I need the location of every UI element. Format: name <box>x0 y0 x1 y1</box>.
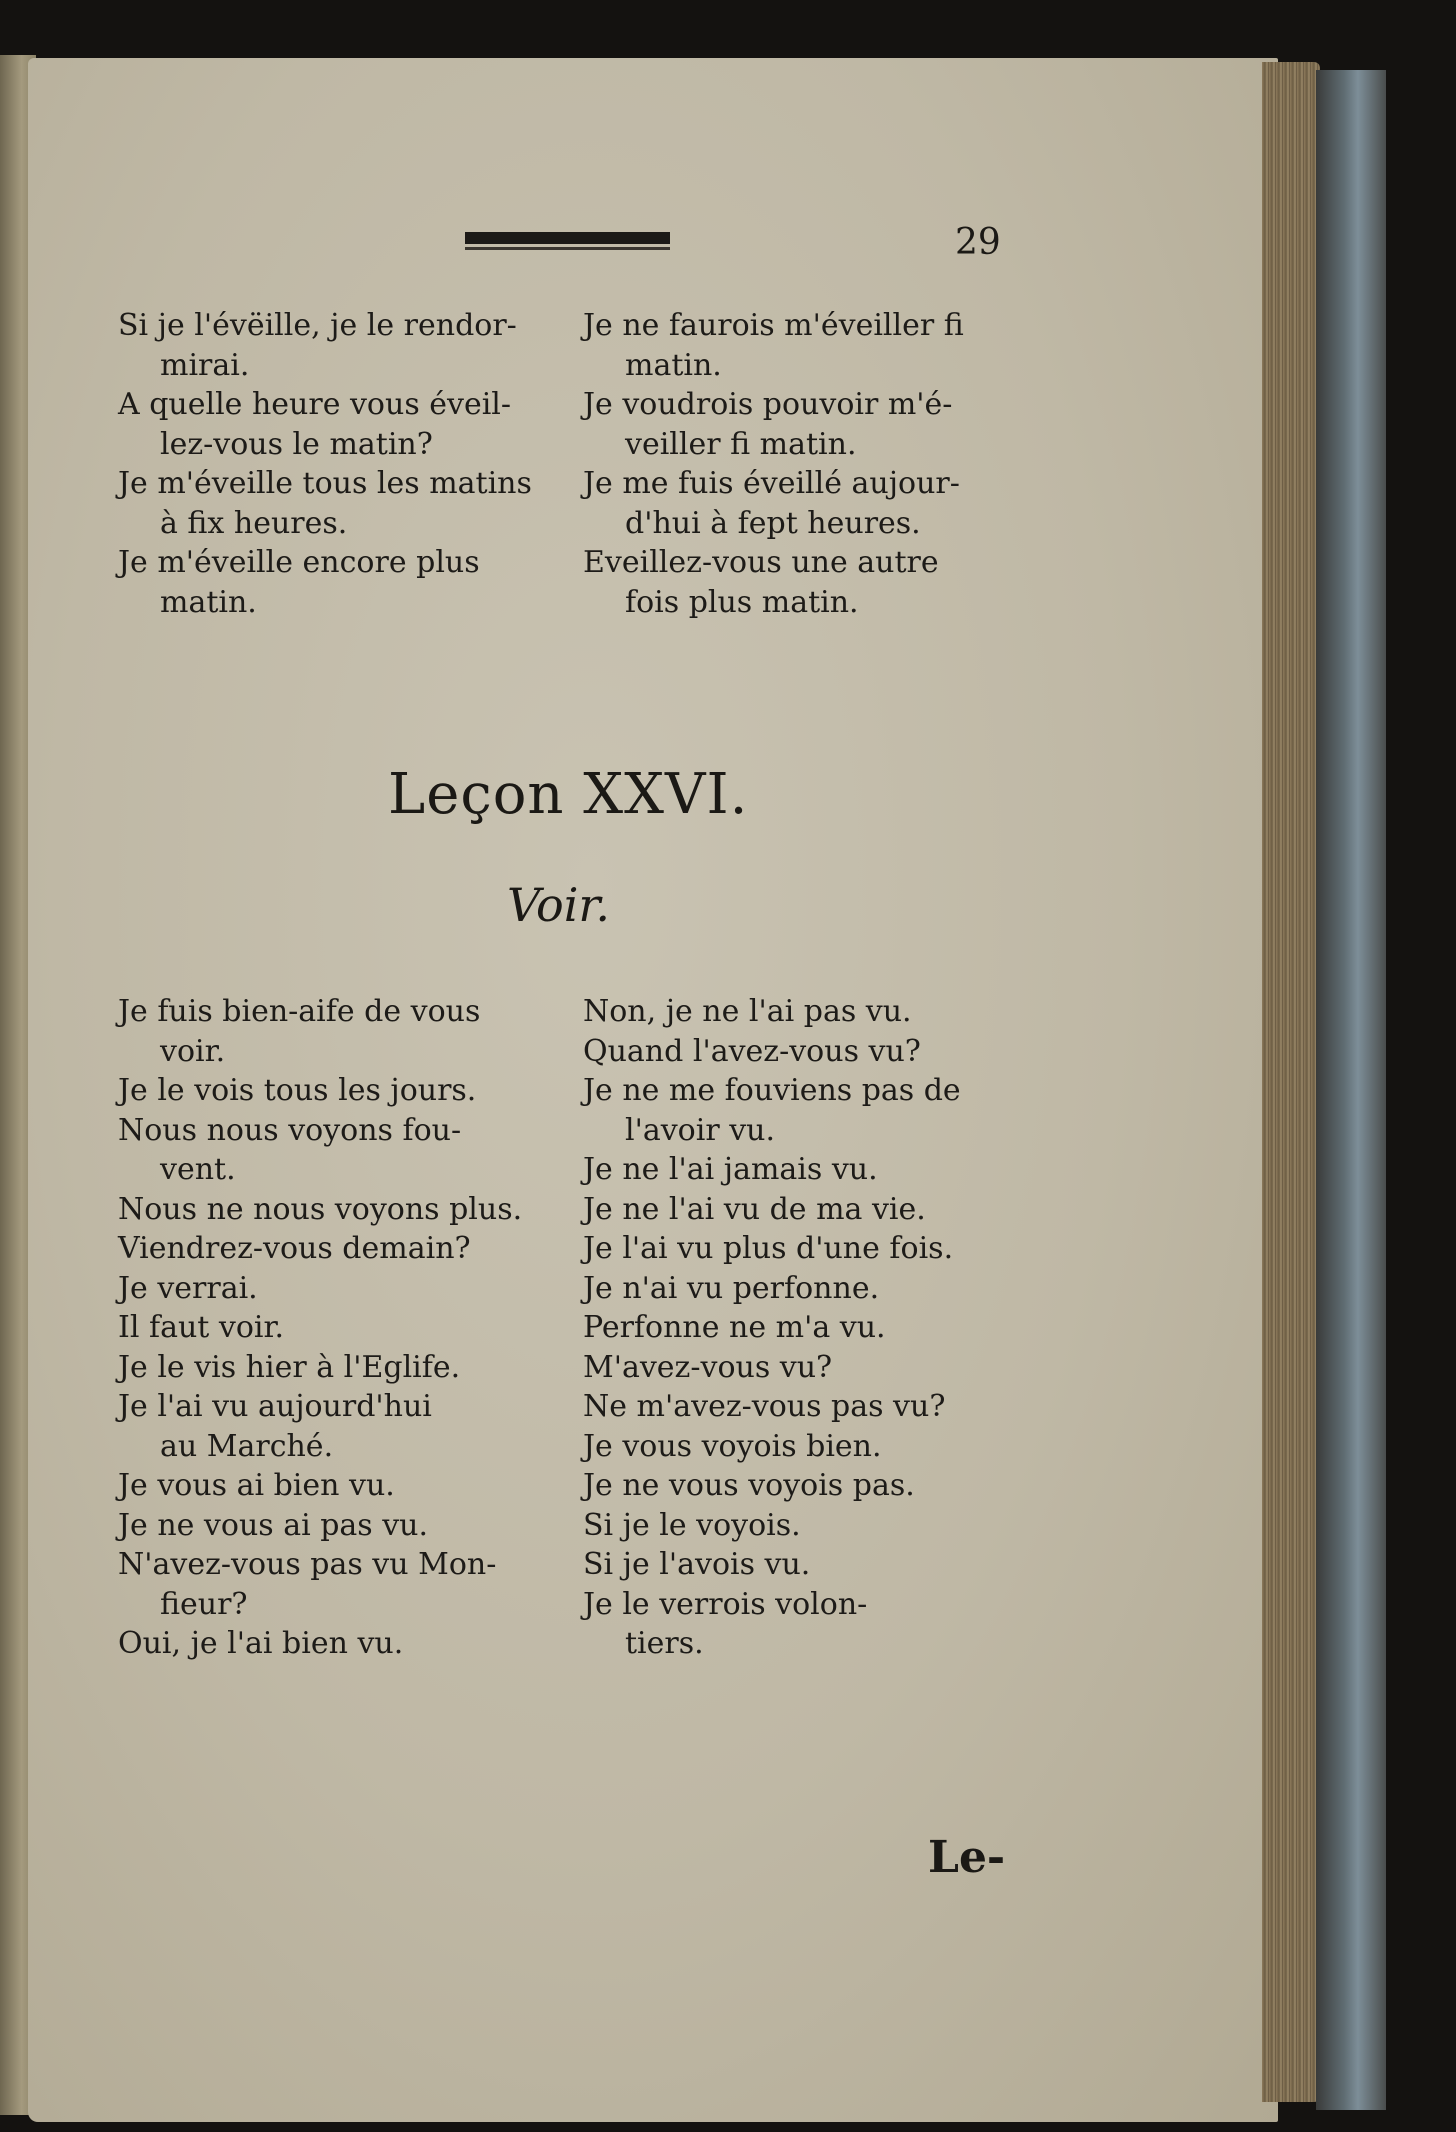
text-entry <box>118 1269 548 1309</box>
text-entry <box>583 385 1023 464</box>
entry-line: Je verrai. <box>118 1270 258 1306</box>
text-entry <box>118 1071 548 1111</box>
entry-line: Je fuis bien-aife de vous <box>118 994 481 1029</box>
entry-line: Je n'ai vu perfonne. <box>583 1270 880 1306</box>
text-entry <box>583 1466 1023 1506</box>
entry-line: Nous ne nous voyons plus. <box>118 1191 523 1227</box>
entry-line: Je vous voyois bien. <box>583 1428 882 1464</box>
entry-continuation: fieur? <box>160 1586 248 1622</box>
text-entry <box>583 1229 1023 1269</box>
entry-continuation: voir. <box>160 1033 226 1069</box>
entry-continuation: tiers. <box>625 1626 704 1661</box>
text-entry <box>583 1387 1023 1427</box>
entry-line: Ne m'avez-vous pas vu? <box>583 1389 946 1424</box>
text-entry <box>118 385 548 464</box>
text-entry <box>118 1190 548 1230</box>
entry-line: Je le verrois volon- <box>583 1586 868 1622</box>
text-entry <box>583 1150 1023 1190</box>
entry-line: Si je l'évëille, je le rendor- <box>118 308 517 343</box>
entry-continuation: matin. <box>160 584 257 620</box>
entry-line: A quelle heure vous éveil- <box>118 387 512 422</box>
entry-line: Je le vois tous les jours. <box>118 1073 477 1108</box>
entry-line: N'avez-vous pas vu Mon- <box>118 1547 497 1582</box>
text-entry <box>583 1348 1023 1388</box>
text-entry <box>118 1387 548 1466</box>
entry-continuation: au Marché. <box>160 1428 334 1464</box>
text-entry <box>118 1624 548 1664</box>
entry-line: Je ne vous voyois pas. <box>583 1468 915 1503</box>
entry-line: Je l'ai vu aujourd'hui <box>118 1389 432 1424</box>
text-entry <box>583 1308 1023 1348</box>
entry-line: Quand l'avez-vous vu? <box>583 1033 921 1069</box>
text-entry <box>118 543 548 622</box>
entry-continuation: lez-vous le matin? <box>160 426 433 462</box>
entry-continuation: à fix heures. <box>160 505 348 541</box>
catchword: Le- <box>928 1832 1006 1883</box>
text-entry <box>118 1308 548 1348</box>
entry-line: Je me fuis éveillé aujour- <box>583 466 960 501</box>
text-entry <box>118 1506 548 1546</box>
entry-line: Je l'ai vu plus d'une fois. <box>583 1231 954 1266</box>
text-entry <box>583 1269 1023 1309</box>
text-entry <box>118 464 548 543</box>
entry-line: Je vous ai bien vu. <box>118 1468 395 1503</box>
entry-line: Je voudrois pouvoir m'é- <box>583 387 953 422</box>
text-entry <box>118 306 548 385</box>
text-entry <box>118 1111 548 1190</box>
entry-line: Je ne me fouviens pas de <box>583 1073 961 1108</box>
entry-line: Je ne vous ai pas vu. <box>118 1507 429 1543</box>
text-entry <box>118 1348 548 1388</box>
text-entry <box>583 1506 1023 1546</box>
text-entry <box>583 1032 1023 1072</box>
entry-line: Je m'éveille encore plus <box>118 545 480 580</box>
bottom-right-column <box>583 992 1023 1664</box>
entry-continuation: mirai. <box>160 347 250 383</box>
entry-line: Si je l'avois vu. <box>583 1547 811 1582</box>
entry-line: Oui, je l'ai bien vu. <box>118 1626 404 1661</box>
text-entry <box>118 1545 548 1624</box>
text-entry <box>583 306 1023 385</box>
text-entry <box>583 992 1023 1032</box>
entry-line: M'avez-vous vu? <box>583 1349 833 1385</box>
top-left-column <box>118 306 548 622</box>
entry-line: Si je le voyois. <box>583 1507 801 1543</box>
entry-continuation: matin. <box>625 347 722 383</box>
entry-continuation: vent. <box>160 1152 236 1187</box>
entry-continuation: d'hui à fept heures. <box>625 505 921 541</box>
entry-line: Non, je ne l'ai pas vu. <box>583 994 912 1029</box>
text-entry <box>583 1427 1023 1467</box>
entry-continuation: fois plus matin. <box>625 584 859 620</box>
lesson-title: Leçon XXVI. <box>388 762 749 827</box>
page-number: 29 <box>955 222 1001 263</box>
text-entry <box>583 1545 1023 1585</box>
bottom-left-column <box>118 992 548 1664</box>
entry-line: Je ne l'ai vu de ma vie. <box>583 1191 926 1227</box>
text-entry <box>118 1229 548 1269</box>
text-entry <box>583 1071 1023 1150</box>
entry-line: Je le vis hier à l'Eglife. <box>118 1349 461 1385</box>
text-entry <box>583 543 1023 622</box>
entry-line: Je m'éveille tous les matins <box>118 466 532 501</box>
entry-line: Je ne l'ai jamais vu. <box>583 1152 878 1187</box>
entry-line: Eveillez-vous une autre <box>583 545 939 580</box>
text-entry <box>118 1466 548 1506</box>
entry-line: Perfonne ne m'a vu. <box>583 1310 886 1345</box>
text-entry <box>583 464 1023 543</box>
text-entry <box>118 992 548 1071</box>
entry-continuation: veiller fi matin. <box>625 426 857 462</box>
entry-continuation: l'avoir vu. <box>625 1112 776 1148</box>
top-right-column <box>583 306 1023 622</box>
text-entry <box>583 1585 1023 1664</box>
cover-edge <box>1316 70 1386 2110</box>
page-block-edges <box>1262 62 1320 2102</box>
entry-line: Nous nous voyons fou- <box>118 1112 462 1148</box>
header-rule <box>465 232 670 244</box>
lesson-subtitle: Voir. <box>507 878 610 932</box>
entry-line: Viendrez-vous demain? <box>118 1231 471 1266</box>
text-entry <box>583 1190 1023 1230</box>
entry-line: Il faut voir. <box>118 1310 285 1345</box>
entry-line: Je ne faurois m'éveiller fi <box>583 308 964 343</box>
